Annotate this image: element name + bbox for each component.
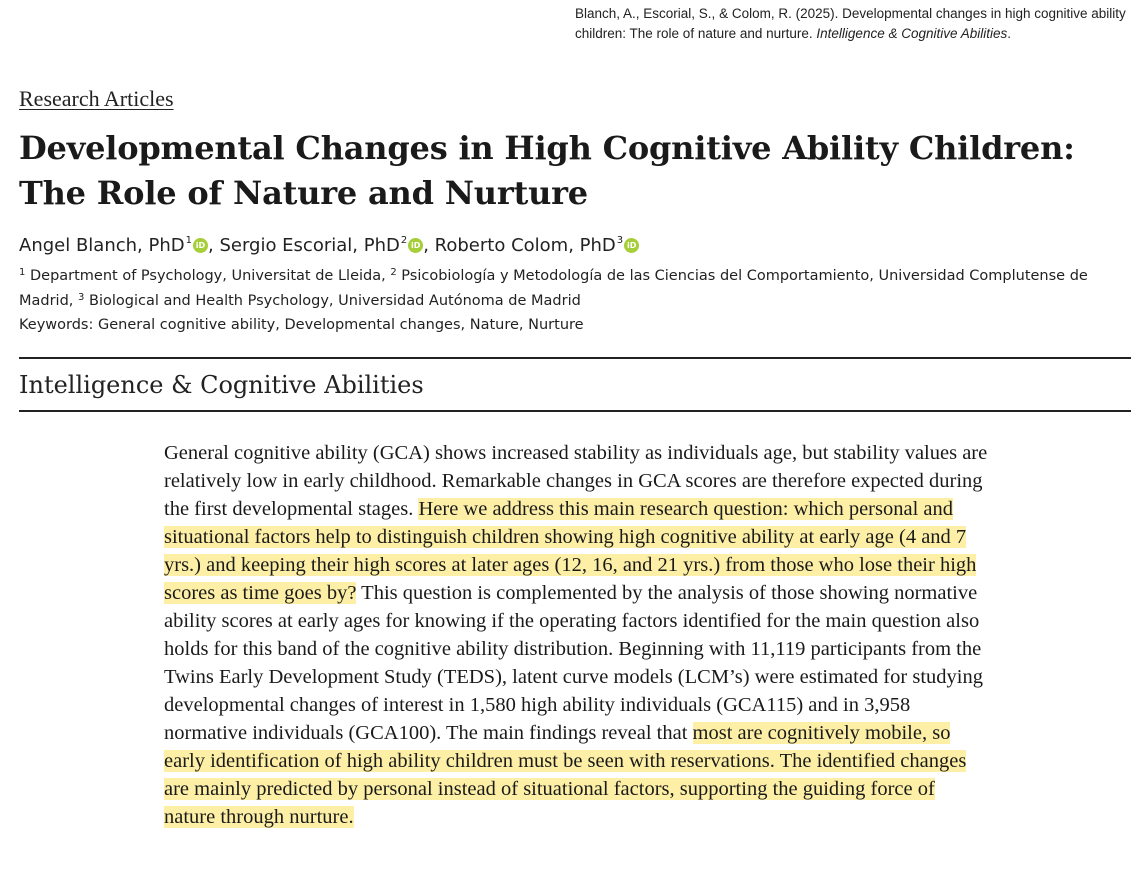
abstract-text: General cognitive ability (GCA) shows increased stability as individuals age, but stability values are relatively low in early childhood. Remarkable changes in GCA scores are therefore expected during the first developmental stages.: [164, 442, 988, 520]
author-separator: ,: [423, 235, 435, 256]
abstract-text: This question is complemented by the analysis of those showing normative ability scores at early ages for knowing if the operating factors identified for the main question also holds for this band of the cognitive ability distribution. Beginning with 11,119 participants from the Twins Early Development Study (TEDS), latent curve models (LCM’s) were estimated for studying developmental changes of interest in 1,580 high ability individuals (GCA115) and in 3,958 normative individuals (GCA100). The main findings reveal that: [164, 582, 983, 744]
affiliation-text: Department of Psychology, Universitat de Lleida,: [25, 268, 391, 284]
author-name: Sergio Escorial, PhD: [219, 235, 400, 256]
author-name: Angel Blanch, PhD: [19, 235, 185, 256]
author-name: Roberto Colom, PhD: [434, 235, 616, 256]
orcid-icon[interactable]: [624, 238, 639, 253]
divider-top: [19, 357, 1131, 359]
abstract: [164, 439, 990, 831]
author-list: [19, 227, 1119, 260]
affiliation-sup: 1: [19, 267, 26, 278]
keywords: Keywords: General cognitive ability, Developmental changes, Nature, Nurture: [19, 317, 584, 333]
section-link[interactable]: Research Articles: [19, 86, 174, 111]
abstract-highlight: most are cognitively mobile, so early identification of high ability children must be seen with reservations. The identified changes are mainly predicted by personal instead of situational factors, supporting the guiding force of nature through nurture.: [164, 722, 967, 828]
author-affiliation-sup: 2: [400, 235, 408, 246]
author-affiliation-sup: 1: [185, 235, 192, 246]
author-separator: ,: [207, 235, 220, 256]
abstract-highlight: Here we address this main research question: which personal and situational factors help to distinguish children showing high cognitive ability at early age (4 and 7 yrs.) and keeping their high scores at later ages (12, 16, and 21 yrs.) from those who lose their high scores as time goes by?: [164, 498, 977, 604]
article-title: Developmental Changes in High Cognitive Ability Children: The Role of Nature and Nurture: [19, 129, 1075, 212]
affiliation-text: Biological and Health Psychology, Universidad Autónoma de Madrid: [84, 293, 581, 309]
citation-text: Blanch, A., Escorial, S., & Colom, R. (2025). Developmental changes in high cognitive ability children: The role of nature and nurture.: [575, 6, 1126, 41]
journal-heading: Intelligence & Cognitive Abilities: [19, 371, 424, 399]
citation-journal: Intelligence & Cognitive Abilities: [816, 26, 1008, 41]
author-affiliation-sup: 3: [616, 235, 624, 246]
orcid-icon[interactable]: [193, 238, 208, 253]
orcid-icon[interactable]: [408, 238, 423, 253]
affiliation-sup: 2: [390, 267, 397, 278]
affiliations: [19, 262, 1129, 312]
divider-bottom: [19, 410, 1131, 412]
affiliation-text: Psicobiología y Metodología de las Ciencias del Comportamiento, Universidad Complutense de Madrid,: [19, 268, 1088, 309]
citation: [575, 4, 1135, 44]
affiliation-sup: 3: [78, 292, 85, 303]
citation-end: .: [1007, 26, 1012, 41]
